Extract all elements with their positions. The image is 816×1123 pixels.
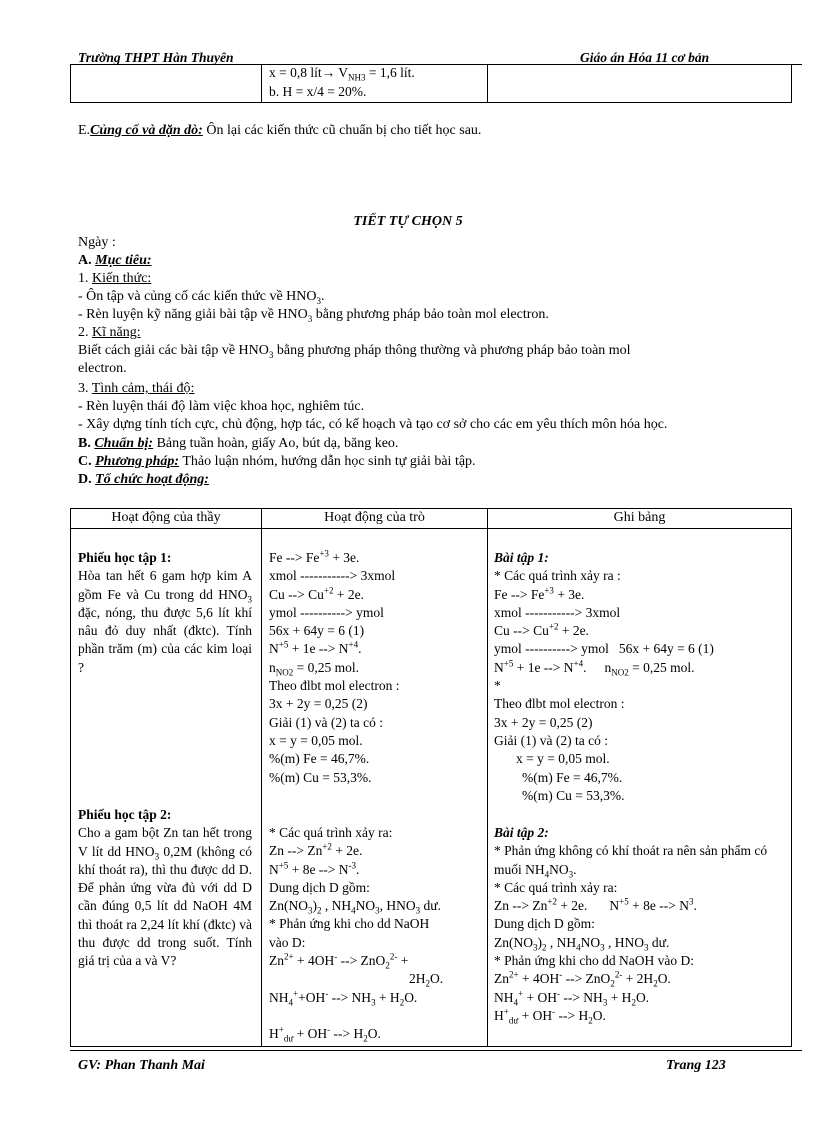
footer-page: Trang 123 [666, 1058, 726, 1073]
skills-text: Biết cách giải các bài tập về $HNO_3$ bằng phương pháp thông thường và phương pháp bảo toàn mol electron. [78, 343, 631, 376]
section-c: C. Phương pháp: Thảo luận nhóm, hướng dẫn học sinh tự giải bài tập. [78, 454, 476, 469]
answer-line-2: b. H = x/4 = 20%. [269, 84, 367, 99]
header-subject: Giáo án Hóa 11 cơ bản [580, 50, 710, 65]
worksheet-2: Phiếu học tập 2: Cho a gam bột Zn tan hết trong V lít dd $HNO_3$ 0,2M (không có khí thoát ra), thì thu được dd D. Để phản ứng vừa đủ với dd D cần đúng 0,5 lít dd NaOH 4M thì thoát ra 2,24 lít khí (đktc) và thu được dd trong suốt. Tính giá trị của a và V? [78, 807, 252, 969]
attitude-heading: 3. Tình cảm, thái độ: [78, 381, 195, 396]
header-student: Hoạt động của trò [324, 510, 425, 525]
section-b: B. Chuẩn bị: Bảng tuần hoàn, giấy Ao, bút dạ, băng keo. [78, 436, 399, 451]
header-school: Trường THPT Hàn Thuyên [78, 50, 234, 65]
footer-teacher: GV: Phan Thanh Mai [78, 1058, 205, 1073]
student-solution-1: Fe --> $Fe^{+3} + 3e$. xmol -----------> 3xmol Cu --> $Cu^{+2} + 2e$. ymol ----------> ymol 56x + 64y = 6 (1) $N^{+5} + 1e$ --> $N^{+4}$. $n_{NO2} = 0,25$ mol. Theo đlbt mol electron : 3x + 2y = 0,25 (2) Giải (1) và (2) ta có : x = y = 0,05 mol. %(m) Fe = 46,7%. %(m) Cu = 53,3%. [269, 548, 400, 785]
header-board: Ghi bảng [613, 510, 666, 525]
attitude-item-2: - Xây dựng tính tích cực, chủ động, hợp tác, có kế hoạch và tạo cơ sở cho các em yêu thích môn hóa học. [78, 417, 668, 432]
skills-heading: 2. Kĩ năng: [78, 325, 141, 340]
section-d: D. Tổ chức hoạt động: [78, 472, 209, 487]
section-e: E.Củng cố và dặn dò: Ôn lại các kiến thức cũ chuẩn bị cho tiết học sau. [78, 123, 482, 138]
answer-table-fragment [70, 64, 792, 103]
knowledge-heading: 1. Kiến thức: [78, 271, 152, 286]
knowledge-item-1: - Ôn tập và củng cố các kiến thức về $HNO_3$. [78, 289, 325, 306]
lesson-title: TIẾT TỰ CHỌN 5 [353, 214, 463, 229]
activities-table [70, 508, 792, 1047]
knowledge-item-2: - Rèn luyện kỹ năng giải bài tập về $HNO_3$ bằng phương pháp bảo toàn mol electron. [78, 307, 549, 324]
header-teacher: Hoạt động của thầy [111, 510, 221, 525]
worksheet-1: Phiếu học tập 1: Hòa tan hết 6 gam hợp kim A gồm Fe và Cu trong dd $HNO_3$ đặc, nóng, thu được 5,6 lít khí nâu đỏ duy nhất (đktc). Tính phần trăm (m) của các kim loại ? [78, 550, 252, 675]
board-exercise-1: Bài tập 1: * Các quá trình xảy ra : Fe --> $Fe^{+3} + 3e$. xmol -----------> 3xmol Cu --> $Cu^{+2} + 2e$. ymol ----------> ymol 56x + 64y = 6 (1) $N^{+5} + 1e$ --> $N^{+4}$. $n_{NO2} = 0,25$ mol. * Theo đlbt mol electron : 3x + 2y = 0,25 (2) Giải (1) và (2) ta có : x = y = 0,05 mol. %(m) Fe = 46,7%. %(m) Cu = 53,3%. [494, 550, 714, 803]
board-exercise-2: Bài tập 2: * Phản ứng không có khí thoát ra nên sản phẩm có muối $NH_4NO_3$. * Các quá trình xảy ra: Zn --> $Zn^{+2} + 2e$. $N^{+5} + 8e$ --> $N^3$. Dung dịch D gồm: $Zn(NO_3)_2$ , $NH_4NO_3$ , $HNO_3$ dư. * Phản ứng khi cho dd NaOH vào D: $Zn^{2+} + 4OH^-$ --> $ZnO_2^{2-} + 2H_2O$. $NH_4^+ + OH^-$ --> $NH_3 + H_2O$. $H^+_{dư} + OH^-$ --> $H_2O$. [494, 825, 768, 1026]
attitude-item-1: - Rèn luyện thái độ làm việc khoa học, nghiêm túc. [78, 399, 365, 414]
answer-line-1: x = 0,8 lít→ $V_{NH3} = 1,6$ lít. [269, 65, 415, 83]
section-a-heading: A. Mục tiêu: [78, 253, 152, 268]
student-solution-2: * Các quá trình xảy ra: Zn --> $Zn^{+2} + 2e$. $N^{+5} + 8e$ --> $N^{-3}$. Dung dịch D gồm: $Zn(NO_3)_2$ , $NH_4NO_3$, $HNO_3$ dư. * Phản ứng khi cho dd NaOH vào D: $Zn^{2+} + 4OH^-$ --> ZnO$_2^{2-}$ + $2H_2O$. $NH_4^++OH^-$ --> $NH_3 + H_2O$. $H^+_{dư} + OH^-$ --> $H_2O$. [269, 825, 444, 1044]
date-label: Ngày : [78, 235, 116, 250]
footer-divider [70, 1050, 802, 1051]
